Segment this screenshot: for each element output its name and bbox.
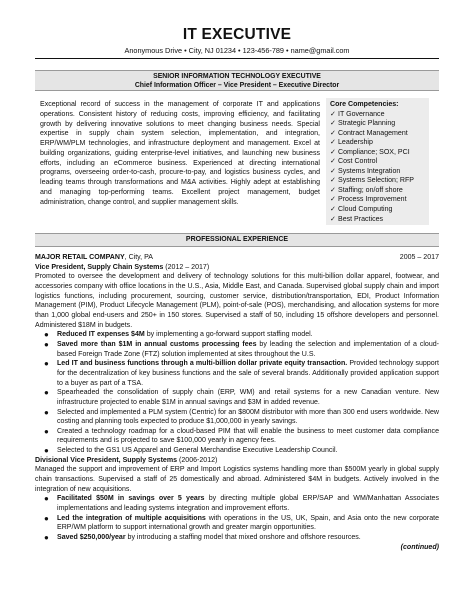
headline-subtitle: Chief Information Officer – Vice President – Executive Director [134, 82, 340, 90]
role-achievements [35, 330, 439, 456]
competencies-title: Core Competencies: [330, 101, 399, 108]
competency-item [330, 148, 425, 158]
competency-label: Compliance; SOX, PCI [338, 148, 410, 156]
competency-item [330, 215, 425, 225]
bullet-icon: ● [44, 426, 49, 436]
checkmark-icon: ✓ [330, 196, 336, 204]
achievement-text: Selected and implemented a PLM system (Centric) for an $800M distributor with more than 300 end users worldwide. New costing and planning tools expected to produce $1,000,000 in yearly savings. [57, 408, 439, 426]
company-row [35, 253, 439, 263]
achievement-highlight: Saved $250,000/year [57, 534, 126, 542]
competency-item [330, 176, 425, 186]
competency-label: Systems Selection; RFP [338, 177, 414, 185]
achievement-text: by introducing a staffing model that mixed onshore and offshore resources. [125, 534, 361, 542]
bullet-icon: ● [44, 339, 49, 349]
checkmark-icon: ✓ [330, 148, 336, 156]
achievement-text: Selected to the GS1 US Apparel and General Merchandise Executive Leadership Council. [57, 447, 338, 455]
role-achievements [35, 494, 439, 542]
competency-item [330, 167, 425, 177]
achievement-text: Spearheaded the consolidation of supply chain (ERP, WM) and retail systems for a new Canadian venture. New infrastructure projected to enable $1M in annual savings and $3M in added revenue. [57, 389, 439, 406]
checkmark-icon: ✓ [330, 186, 336, 194]
bullet-icon: ● [44, 359, 49, 369]
checkmark-icon: ✓ [330, 158, 336, 166]
competency-label: Staffing; on/off shore [338, 186, 403, 194]
achievement-item [43, 408, 439, 427]
competency-label: Leadership [338, 139, 373, 147]
achievement-text: with operations in the US, UK, Spain, and Asia onto the new corporate ERP/WM platform to support international growth and greater margin opportunities. [57, 514, 439, 532]
bullet-icon: ● [44, 407, 49, 417]
role-line [35, 263, 439, 273]
achievement-text: by leading the selection and implementation of a cloud-based Foreign Trade Zone (FTZ) solution implemented at sites throughout the U.S. [57, 340, 440, 358]
bullet-icon: ● [44, 330, 49, 340]
achievement-highlight: Led IT and business functions through a multi-billion dollar private equity transaction. [57, 360, 348, 368]
achievement-highlight: Led the integration of multiple acquisitions [57, 514, 206, 522]
achievement-item [43, 427, 439, 446]
headline-title: SENIOR INFORMATION TECHNOLOGY EXECUTIVE [153, 73, 321, 80]
competency-label: IT Governance [338, 110, 385, 118]
company-line [35, 253, 153, 263]
achievement-highlight: Reduced IT expenses $4M [57, 331, 145, 339]
headline-bar [35, 70, 439, 91]
competency-label: Best Practices [338, 215, 384, 223]
achievement-text: Created a technology roadmap for a cloud-based PIM that will enable the business to meet customer data compliance requirements and is projected to save $100,000 yearly in agency fees. [57, 427, 439, 445]
competency-label: Systems Integration [338, 167, 401, 175]
achievement-item [43, 446, 439, 456]
role-description: Promoted to oversee the development and delivery of technology solutions for this multi-billion dollar apparel, footwear, and accessories company with office locations in the U.S., Asia, Middle East, and Canada. Supervised global supply chain and import logistics functions, including procurement, sourcing, customer service, distribution/transportation, EDI, Product Information Management (PIM), Product Lifecycle Management (PLM), point-of-sale (POS), merchandising, and allocation systems for more than 1,000 global end-users and 250+ in 150 stores. Supervised a staff of 50, including 15 offshore developers and personnel. Administered $18M in budgets. [35, 273, 439, 329]
role-line [35, 456, 439, 466]
competency-item [330, 119, 425, 129]
role-description: Managed the support and improvement of ERP and Import Logistics systems handling more than $500M yearly in global supply chain transactions. Supervised a staff of 25 domestically and abroad. Administered $4M in budgets. Actively involved in the integration of new acquisitions. [35, 466, 439, 493]
achievement-item [43, 359, 439, 388]
role-dates: (2006-2012) [177, 456, 218, 464]
bullet-icon: ● [44, 513, 49, 523]
role-dates: (2012 – 2017) [163, 263, 210, 271]
achievement-highlight: Facilitated $50M in savings over 5 years [57, 495, 205, 503]
achievement-highlight: Saved more than $1M in annual customs processing fees [57, 340, 257, 348]
achievement-text: by directing multiple global ERP/SAP and WM/Manhattan Associates implementations and leading systems integration and improvement efforts. [57, 495, 439, 513]
checkmark-icon: ✓ [330, 206, 336, 214]
checkmark-icon: ✓ [330, 120, 336, 128]
achievement-text: Provided technology support for the decentralization of key business functions and the sale of several brands. Additionally provided application support to a buyer as part of a TSA. [57, 360, 439, 387]
continued-note: (continued) [400, 543, 439, 551]
section-heading-experience: PROFESSIONAL EXPERIENCE [35, 233, 439, 247]
competency-label: Contract Management [338, 129, 408, 137]
checkmark-icon: ✓ [330, 139, 336, 147]
summary-paragraph: Exceptional record of success in the management of corporate IT and applications operations. Consistent history of reducing costs, improving efficiency, and facilitating growth by delivering innovative solutions to meet changing business needs. Special expertise in supply chain system selection, implementation, and integration, ERP/WM/PLM technologies, and infrastructure deployment and management. Excel at building organizations, guiding enterprise-level initiatives, and launching new business efforts, including an eCommerce business. Experienced at directing international programs, overseeing order-to-cash, procure-to-pay, and logistics business cycles, and leading teams through transformations and M&A activities. Highly adept at establishing and managing top-performing teams. Excellent project management, budget administration, change control, and supplier management skills. [40, 101, 320, 206]
competency-item [330, 205, 425, 215]
competency-item [330, 186, 425, 196]
achievement-item [43, 514, 439, 533]
achievement-item [43, 388, 439, 407]
bullet-icon: ● [44, 494, 49, 504]
checkmark-icon: ✓ [330, 110, 336, 118]
competency-label: Strategic Planning [338, 120, 396, 128]
checkmark-icon: ✓ [330, 177, 336, 185]
achievement-item [43, 340, 439, 359]
achievement-item [43, 494, 439, 513]
competency-label: Cost Control [338, 158, 378, 166]
competency-item [330, 138, 425, 148]
contact-info: Anonymous Drive • City, NJ 01234 • 123-456-789 • name@gmail.com [124, 46, 350, 55]
role-title: Vice President, Supply Chain Systems [35, 263, 164, 271]
competency-item [330, 129, 425, 139]
company-name: MAJOR RETAIL COMPANY [35, 254, 125, 261]
resume-header [0, 27, 474, 55]
company-location: , City, PA [124, 254, 153, 261]
competency-label: Cloud Computing [338, 206, 393, 214]
checkmark-icon: ✓ [330, 215, 336, 223]
bullet-icon: ● [44, 388, 49, 398]
checkmark-icon: ✓ [330, 167, 336, 175]
competency-item [330, 195, 425, 205]
competency-label: Process Improvement [338, 196, 407, 204]
bullet-icon: ● [44, 533, 49, 543]
role-title: Divisional Vice President, Supply Systems [35, 456, 178, 464]
achievement-item [43, 533, 439, 543]
header-divider [35, 58, 439, 59]
company-dates: 2005 – 2017 [399, 254, 439, 261]
experience-section [35, 253, 439, 552]
core-competencies-box [326, 98, 429, 225]
candidate-name: IT EXECUTIVE [182, 26, 292, 43]
bullet-icon: ● [44, 446, 49, 456]
competencies-list [330, 110, 425, 225]
checkmark-icon: ✓ [330, 129, 336, 137]
achievement-text: by implementing a go-forward support staffing model. [144, 331, 313, 339]
competency-item [330, 157, 425, 167]
competency-item [330, 110, 425, 120]
achievement-item [43, 330, 439, 340]
